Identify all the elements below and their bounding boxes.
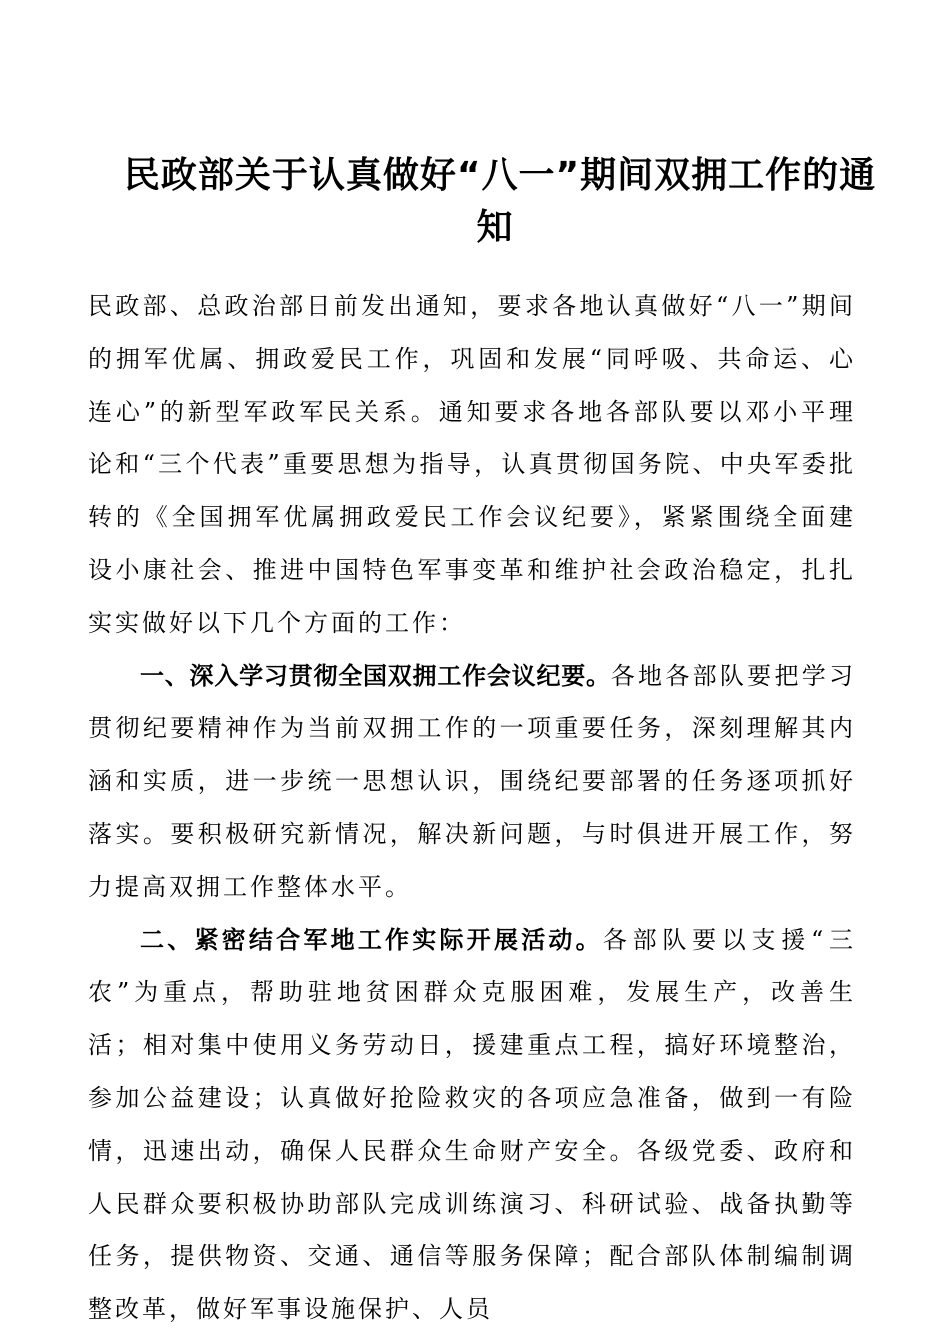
section-text: 各部队要以支援“三农”为重点，帮助驻地贫困群众克服困难，发展生产，改善生活；相对集中使用义务劳动日，援建重点工程，搞好环境整治，参加公益建设；认真做好抢险救灾的各项应急准备，做到一有险情，迅速出动，确保人民群众生命财产安全。各级党委、政府和人民群众要积极协助部队完成训练演习、科研试验、战备执勤等任务，提供物资、交通、通信等服务保障；配合部队体制编制调整改革，做好军事设施保护、人员 xyxy=(88,925,856,1324)
section-heading: 二、紧密结合军地工作实际开展活动。 xyxy=(140,925,603,954)
section-paragraph xyxy=(88,650,856,914)
document-body xyxy=(88,280,856,1336)
section-paragraph xyxy=(88,914,856,1336)
section-text: 各地各部队要把学习贯彻纪要精神作为当前双拥工作的一项重要任务，深刻理解其内涵和实质，进一步统一思想认识，围绕纪要部署的任务逐项抓好落实。要积极研究新情况，解决新问题，与时俱进开展工作，努力提高双拥工作整体水平。 xyxy=(88,661,857,901)
document-title-continued: 知 xyxy=(476,207,514,248)
intro-paragraph: 民政部、总政治部日前发出通知，要求各地认真做好“八一”期间的拥军优属、拥政爱民工作，巩固和发展“同呼吸、共命运、心连心”的新型军政军民关系。通知要求各地各部队要以邓小平理论和“三个代表”重要思想为指导，认真贯彻国务院、中央军委批转的《全国拥军优属拥政爱民工作会议纪要》，紧紧围绕全面建设小康社会、推进中国特色军事变革和维护社会政治稳定，扎扎实实做好以下几个方面的工作： xyxy=(88,292,856,637)
document-title: 民政部关于认真做好“八一”期间双拥工作的通 xyxy=(123,155,877,196)
section-heading: 一、深入学习贯彻全国双拥工作会议纪要。 xyxy=(140,661,611,690)
